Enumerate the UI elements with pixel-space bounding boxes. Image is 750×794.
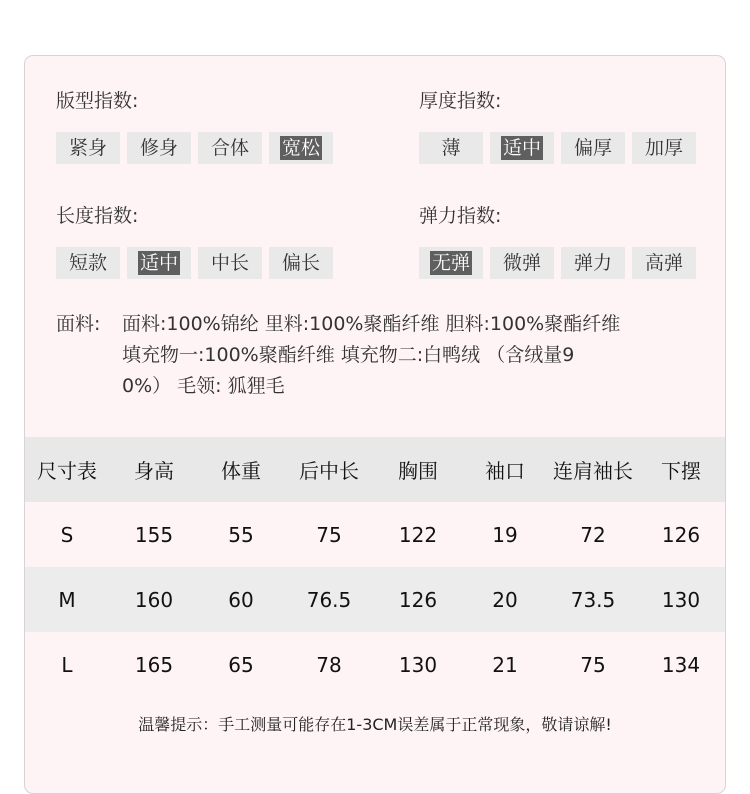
- stretch-index-group: [419, 203, 683, 274]
- table-cell: 73.5: [570, 587, 616, 612]
- size-table: [25, 437, 725, 697]
- fit-index-label: 版型指数:: [56, 90, 139, 112]
- table-cell: 130: [398, 652, 438, 677]
- thickness-index-label: 厚度指数:: [419, 90, 502, 112]
- table-cell: M: [58, 587, 76, 612]
- length-option-long: 偏长: [269, 247, 333, 279]
- header-cell: 下摆: [661, 459, 701, 483]
- thickness-index-group: [419, 88, 683, 159]
- stretch-option-high: 高弹: [632, 247, 696, 279]
- table-cell: 55: [228, 522, 254, 547]
- size-guide-card: [24, 55, 726, 794]
- table-cell: 155: [134, 522, 174, 547]
- fit-index-group: [56, 88, 320, 159]
- fabric-composition: [122, 309, 702, 402]
- fabric-line: 0%） 毛领: 狐狸毛: [122, 375, 285, 397]
- thickness-option-thin: 薄: [419, 132, 483, 164]
- length-option-mid-long: 中长: [198, 247, 262, 279]
- header-cell: 胸围: [398, 459, 438, 483]
- fit-option-regular: 合体: [198, 132, 262, 164]
- header-cell: 尺寸表: [37, 459, 97, 483]
- size-table-header: [25, 437, 725, 502]
- fit-option-tight: 紧身: [56, 132, 120, 164]
- header-cell: 身高: [134, 459, 174, 483]
- table-cell: S: [60, 522, 74, 547]
- thickness-option-medium: 适中: [490, 132, 554, 164]
- table-cell: 78: [316, 652, 342, 677]
- fabric-line: 填充物一:100%聚酯纤维 填充物二:白鸭绒 （含绒量9: [122, 344, 575, 366]
- header-cell: 袖口: [485, 459, 525, 483]
- table-cell: 60: [228, 587, 254, 612]
- fit-option-loose: 宽松: [269, 132, 333, 164]
- table-cell: 72: [580, 522, 606, 547]
- table-cell: 134: [661, 652, 701, 677]
- length-index-label: 长度指数:: [56, 205, 139, 227]
- header-cell: 体重: [221, 459, 261, 483]
- length-option-short: 短款: [56, 247, 120, 279]
- table-cell: 130: [661, 587, 701, 612]
- stretch-index-label: 弹力指数:: [419, 205, 502, 227]
- table-cell: 19: [492, 522, 518, 547]
- header-cell: 连肩袖长: [553, 459, 633, 483]
- length-index-group: [56, 203, 320, 274]
- thickness-option-thick: 偏厚: [561, 132, 625, 164]
- thickness-option-extra-thick: 加厚: [632, 132, 696, 164]
- measurement-note: 温馨提示：手工测量可能存在1-3CM误差属于正常现象，敬请谅解!: [138, 715, 612, 734]
- table-cell: 75: [316, 522, 342, 547]
- table-row: [25, 502, 725, 567]
- table-cell: 126: [398, 587, 438, 612]
- table-cell: 160: [134, 587, 174, 612]
- header-cell: 后中长: [299, 459, 359, 483]
- table-cell: 75: [580, 652, 606, 677]
- table-cell: 165: [134, 652, 174, 677]
- length-option-medium: 适中: [127, 247, 191, 279]
- table-row: [25, 567, 725, 632]
- stretch-option-none: 无弹: [419, 247, 483, 279]
- table-cell: 65: [228, 652, 254, 677]
- table-row: [25, 632, 725, 697]
- table-cell: 126: [661, 522, 701, 547]
- table-cell: 21: [492, 652, 518, 677]
- table-cell: 122: [398, 522, 438, 547]
- table-cell: 20: [492, 587, 518, 612]
- stretch-option-stretch: 弹力: [561, 247, 625, 279]
- fabric-label: 面料:: [56, 313, 101, 335]
- table-cell: 76.5: [306, 587, 352, 612]
- stretch-option-slight: 微弹: [490, 247, 554, 279]
- fabric-line: 面料:100%锦纶 里料:100%聚酯纤维 胆料:100%聚酯纤维: [122, 313, 621, 335]
- table-cell: L: [61, 652, 73, 677]
- fit-option-slim: 修身: [127, 132, 191, 164]
